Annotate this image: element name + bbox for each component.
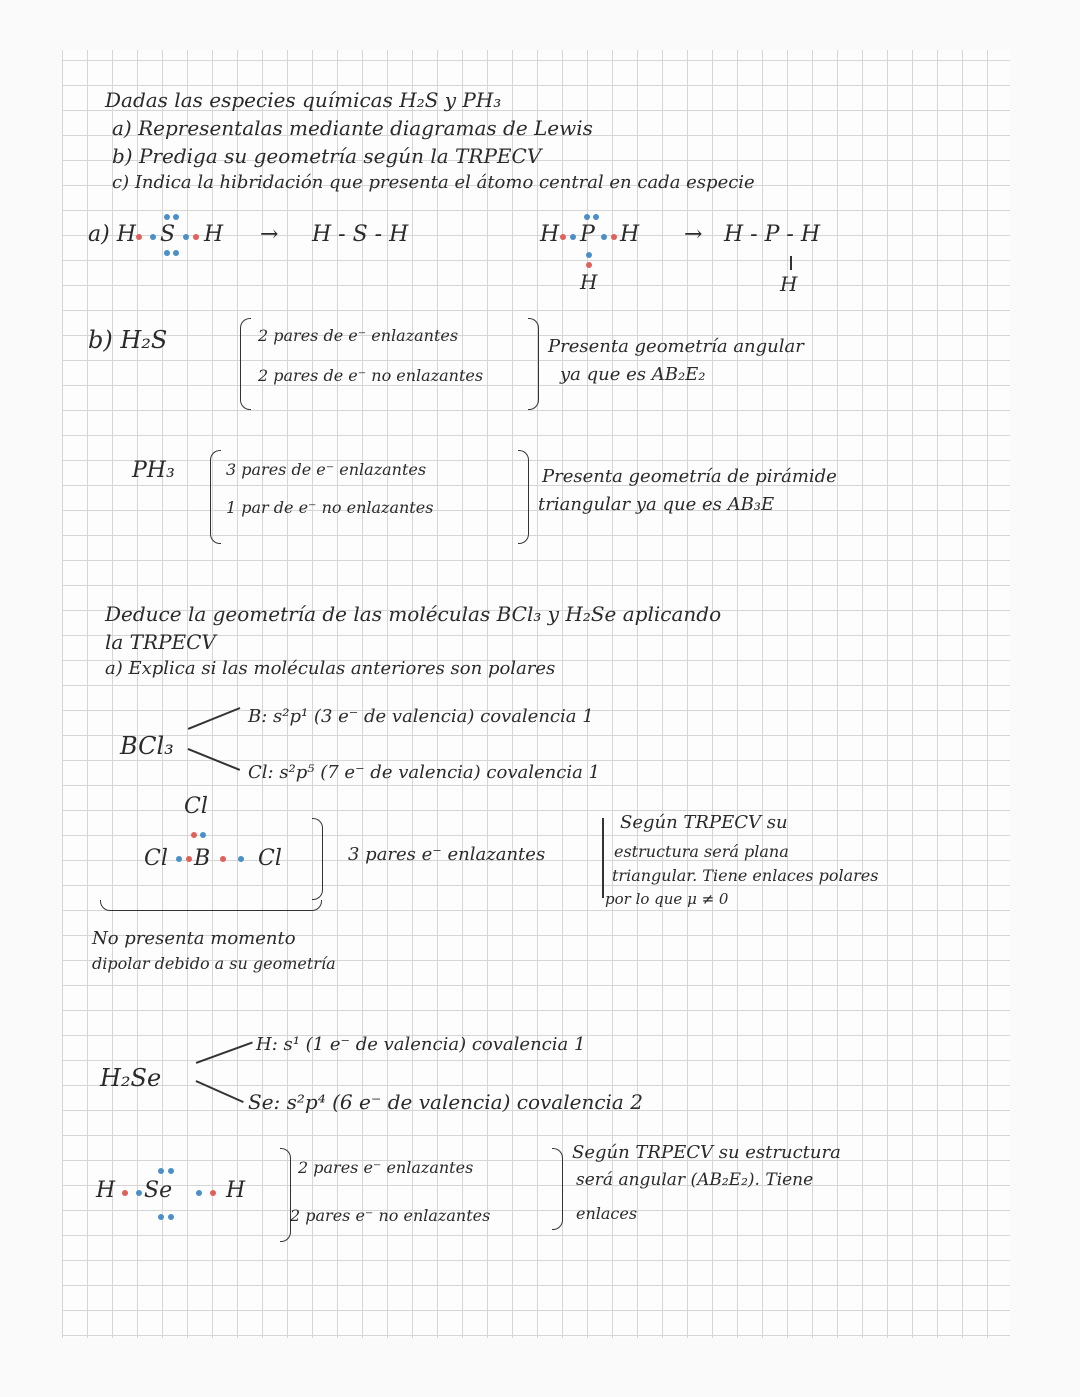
h2se-pairs-bonding: 2 pares e⁻ enlazantes: [298, 1158, 474, 1177]
lewis-ph3-h1: H: [540, 222, 560, 247]
page-margin-left: [0, 0, 62, 1397]
bcl3-label: BCl₃: [120, 732, 174, 760]
problem1-line3: b) Prediga su geometría según la TRPECV: [112, 144, 542, 168]
h2se-lewis-se: Se: [144, 1178, 173, 1203]
electron-dot: [611, 234, 617, 240]
bcl3-trpecv-4: por lo que μ ≠ 0: [605, 890, 729, 908]
electron-dot: [164, 214, 170, 220]
electron-dot: [193, 234, 199, 240]
bcl3-lewis-cl-right: Cl: [258, 846, 282, 871]
electron-dot: [200, 832, 206, 838]
bcl3-lewis-cl-top: Cl: [184, 794, 208, 819]
ph3-structure-h: H: [780, 272, 798, 296]
electron-dot: [173, 214, 179, 220]
h2se-se-config: Se: s²p⁴ (6 e⁻ de valencia) covalencia 2: [248, 1090, 643, 1114]
brace: [528, 318, 539, 410]
ph3-geometry-2: triangular ya que es AB₃E: [538, 494, 775, 515]
electron-dot: [122, 1190, 128, 1196]
electron-dot: [191, 832, 197, 838]
bcl3-cl-config: Cl: s²p⁵ (7 e⁻ de valencia) covalencia 1: [248, 762, 600, 783]
h2se-lewis-h2: H: [226, 1178, 246, 1203]
electron-dot: [586, 252, 592, 258]
problem1-line2: a) Representalas mediante diagramas de Lewis: [112, 116, 593, 140]
underbrace: [100, 900, 322, 911]
bcl3-lewis-b: B: [194, 846, 211, 871]
problem2-line3: a) Explica si las moléculas anteriores son polares: [105, 658, 556, 679]
h2se-trpecv-1: Según TRPECV su estructura: [572, 1142, 841, 1163]
electron-dot: [150, 234, 156, 240]
brace: [280, 1148, 291, 1242]
ph3-structure: H - P - H: [724, 222, 821, 247]
electron-dot: [136, 234, 142, 240]
h2se-trpecv-2: será angular (AB₂E₂). Tiene: [576, 1170, 814, 1190]
electron-dot: [164, 250, 170, 256]
electron-dot: [186, 856, 192, 862]
bcl3-trpecv-1: Según TRPECV su: [620, 812, 788, 833]
bcl3-dipole-1: No presenta momento: [92, 928, 296, 949]
electron-dot: [570, 234, 576, 240]
ph3-label: PH₃: [132, 458, 175, 483]
problem1-line1: Dadas las especies químicas H₂S y PH₃: [105, 88, 502, 112]
lewis-h2s-hydrogen: H: [204, 222, 224, 247]
brace: [210, 450, 221, 544]
electron-dot: [158, 1168, 164, 1174]
ph3-pairs-nonbonding: 1 par de e⁻ no enlazantes: [226, 498, 434, 517]
bcl3-trpecv-3: triangular. Tiene enlaces polares: [612, 866, 879, 885]
brace: [312, 818, 323, 900]
ph3-geometry-1: Presenta geometría de pirámide: [542, 466, 837, 487]
brace: [240, 318, 251, 410]
h2s-structure: H - S - H: [312, 222, 409, 247]
page-margin-bottom: [60, 1338, 1020, 1397]
electron-dot: [584, 214, 590, 220]
electron-dot: [158, 1214, 164, 1220]
electron-dot: [176, 856, 182, 862]
electron-dot: [168, 1168, 174, 1174]
electron-dot: [220, 856, 226, 862]
arrow-1: →: [260, 222, 279, 247]
bcl3-lewis-cl-left: Cl: [144, 846, 168, 871]
arrow-2: →: [684, 222, 703, 247]
electron-dot: [173, 250, 179, 256]
bcl3-pairs: 3 pares e⁻ enlazantes: [348, 844, 546, 865]
h2s-geometry-2: ya que es AB₂E₂: [560, 364, 706, 385]
divider: [602, 818, 604, 898]
h2s-geometry-1: Presenta geometría angular: [548, 336, 804, 357]
electron-dot: [593, 214, 599, 220]
electron-dot: [586, 262, 592, 268]
problem1-line4: c) Indica la hibridación que presenta el átomo central en cada especie: [112, 172, 755, 193]
bcl3-b-config: B: s²p¹ (3 e⁻ de valencia) covalencia 1: [248, 706, 594, 727]
page-margin-right: [1010, 0, 1080, 1397]
lewis-h2s-sulfur: S: [160, 222, 176, 247]
h2se-h-config: H: s¹ (1 e⁻ de valencia) covalencia 1: [256, 1034, 586, 1055]
h2s-label: b) H₂S: [88, 326, 168, 354]
electron-dot: [210, 1190, 216, 1196]
lewis-ph3-h3: H: [580, 270, 598, 294]
lewis-ph3-h2: H: [620, 222, 640, 247]
electron-dot: [183, 234, 189, 240]
brace: [552, 1148, 563, 1230]
electron-dot: [168, 1214, 174, 1220]
lewis-h2s-label: a) H: [88, 222, 136, 247]
problem2-line1: Deduce la geometría de las moléculas BCl₃ y H₂Se aplicando: [105, 602, 722, 626]
bcl3-dipole-2: dipolar debido a su geometría: [92, 954, 336, 973]
problem2-line2: la TRPECV: [105, 630, 216, 654]
electron-dot: [601, 234, 607, 240]
h2s-pairs-bonding: 2 pares de e⁻ enlazantes: [258, 326, 459, 345]
electron-dot: [238, 856, 244, 862]
page-margin-top: [0, 0, 1080, 50]
h2se-pairs-nonbonding: 2 pares e⁻ no enlazantes: [290, 1206, 491, 1225]
h2se-lewis-h1: H: [96, 1178, 116, 1203]
bond-line: [790, 256, 792, 270]
h2s-pairs-nonbonding: 2 pares de e⁻ no enlazantes: [258, 366, 484, 385]
electron-dot: [560, 234, 566, 240]
h2se-trpecv-3: enlaces: [576, 1204, 638, 1223]
ph3-pairs-bonding: 3 pares de e⁻ enlazantes: [226, 460, 427, 479]
brace: [518, 450, 529, 544]
electron-dot: [136, 1190, 142, 1196]
lewis-ph3-phosphorus: P: [580, 222, 595, 247]
electron-dot: [196, 1190, 202, 1196]
h2se-label: H₂Se: [100, 1064, 162, 1092]
bcl3-trpecv-2: estructura será plana: [614, 842, 789, 861]
